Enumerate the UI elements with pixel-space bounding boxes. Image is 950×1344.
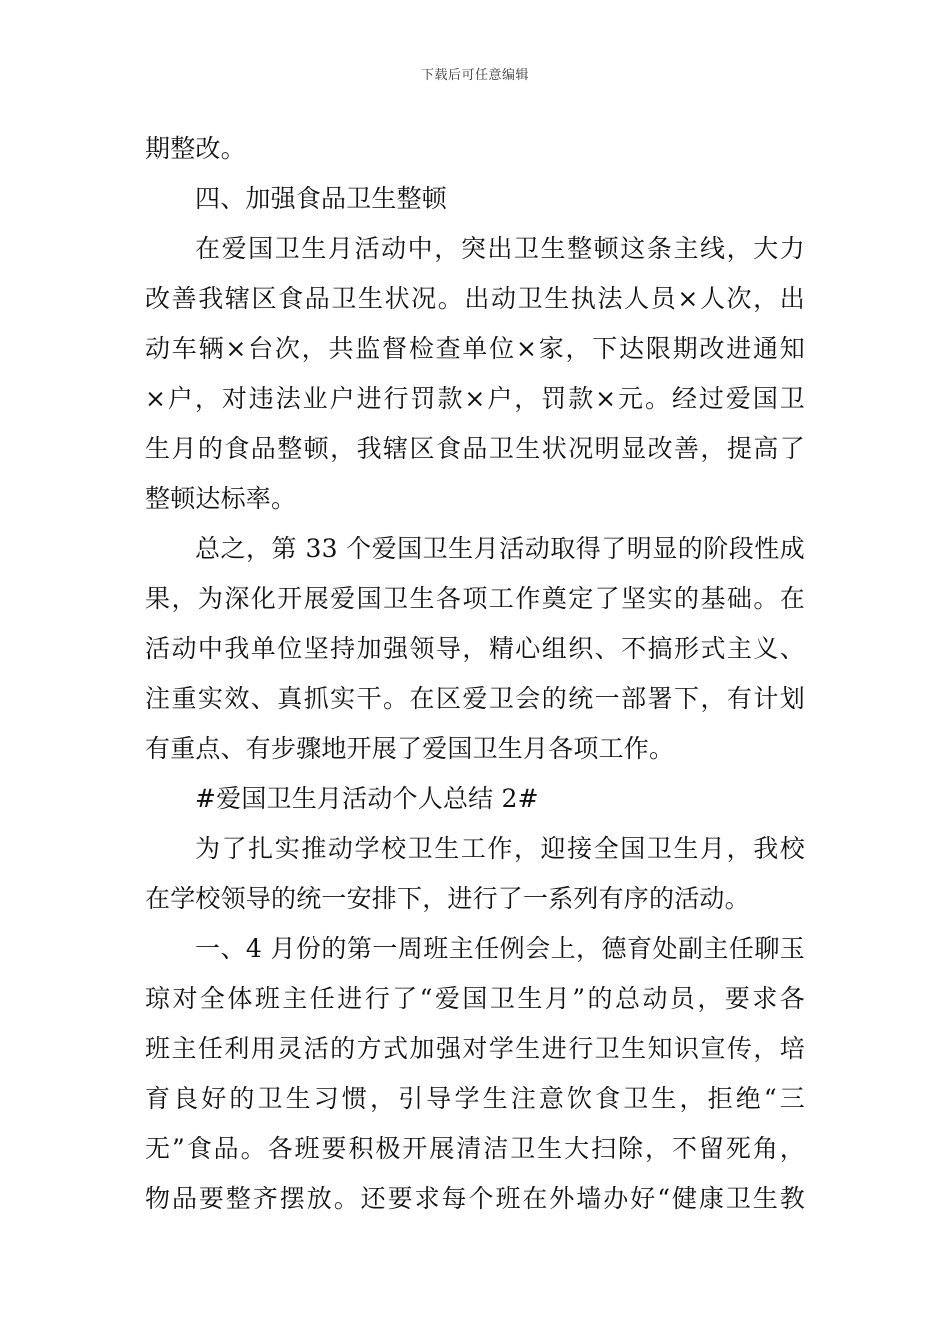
text-line: 琼对全体班主任进行了“爱国卫生月”的总动员，要求各 [145,984,805,1013]
text-line: 在爱国卫生月活动中，突出卫生整顿这条主线，大力 [195,234,805,263]
text-line: 无”食品。各班要积极开展清洁卫生大扫除，不留死角， [145,1134,805,1163]
page-header: 下载后可任意编辑 [420,68,529,83]
text-line: 有重点、有步骤地开展了爱国卫生月各项工作。 [145,734,675,763]
text-line: 改善我辖区食品卫生状况。出动卫生执法人员×人次，出 [145,284,805,313]
text-line: 在学校领导的统一安排下，进行了一系列有序的活动。 [145,884,750,913]
text-line: 果，为深化开展爱国卫生各项工作奠定了坚实的基础。在 [145,584,805,613]
text-line: 期整改。 [145,134,246,163]
text-line: 总之，第 33 个爱国卫生月活动取得了明显的阶段性成 [195,534,805,563]
text-line: 注重实效、真抓实干。在区爱卫会的统一部署下，有计划 [145,684,805,713]
text-line: 物品要整齐摆放。还要求每个班在外墙办好“健康卫生教 [145,1184,805,1213]
text-line: 动车辆×台次，共监督检查单位×家，下达限期改进通知 [145,334,805,363]
text-line: 为了扎实推动学校卫生工作，迎接全国卫生月，我校 [195,834,805,863]
text-line: 班主任利用灵活的方式加强对学生进行卫生知识宣传，培 [145,1034,805,1063]
text-line: 一、4 月份的第一周班主任例会上，德育处副主任聊玉 [195,934,805,963]
text-line: 育良好的卫生习惯，引导学生注意饮食卫生，拒绝“三 [145,1084,805,1113]
text-line: 整顿达标率。 [145,484,297,513]
text-line: 生月的食品整顿，我辖区食品卫生状况明显改善，提高了 [145,434,805,463]
text-line: 活动中我单位坚持加强领导，精心组织、不搞形式主义、 [145,634,805,663]
section-heading: 四、加强食品卫生整顿 [195,184,448,213]
section-heading: #爱国卫生月活动个人总结 2# [195,784,539,813]
text-line: ×户，对违法业户进行罚款×户，罚款×元。经过爱国卫 [145,384,805,413]
